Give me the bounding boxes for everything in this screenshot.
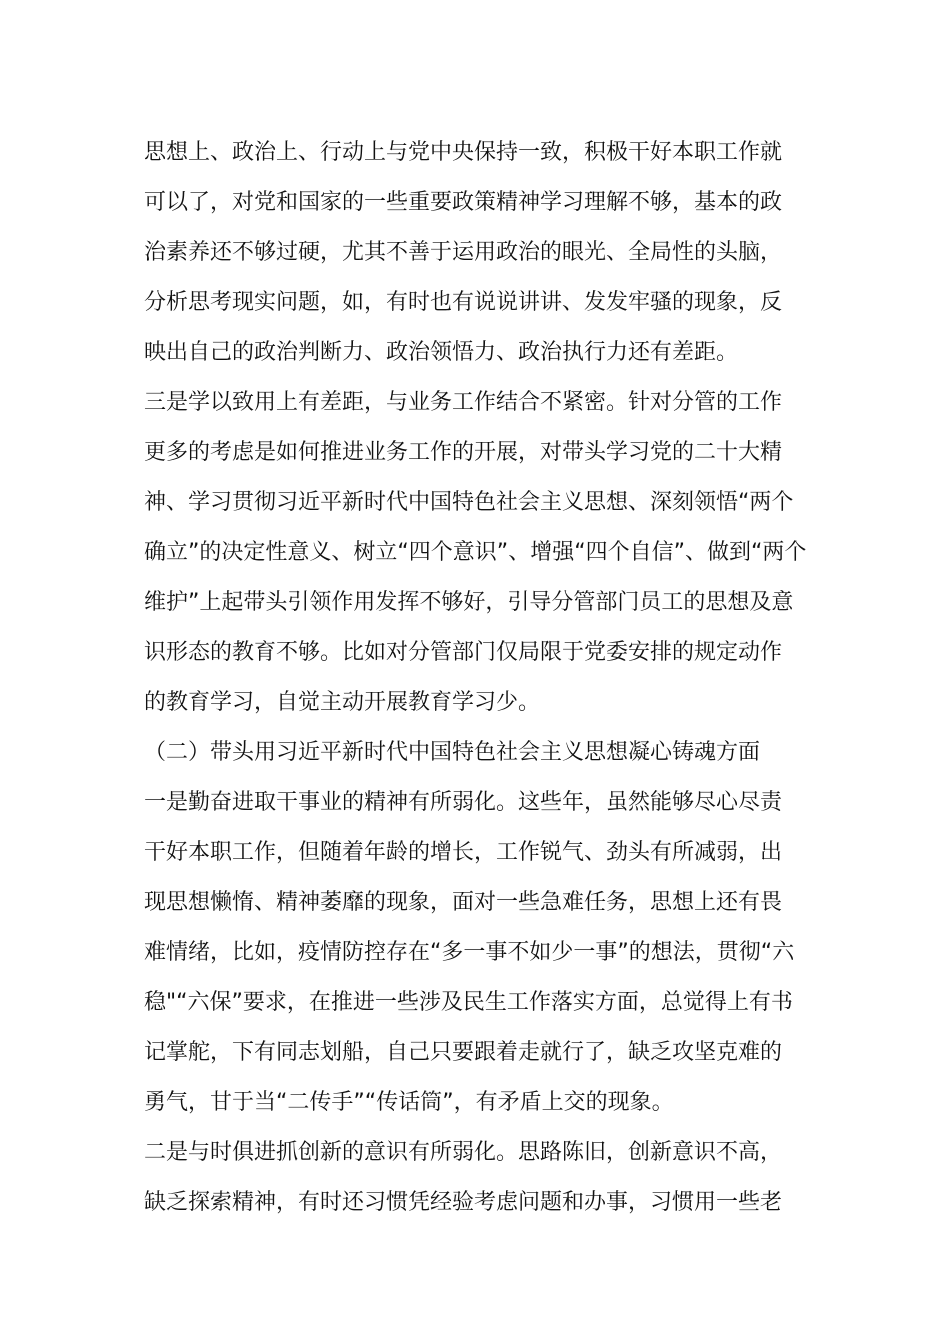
text-line: 可以了，对党和国家的一些重要政策精神学习理解不够，基本的政: [144, 190, 783, 215]
document-body: [144, 128, 814, 1228]
text-line: 现思想懒惰、精神萎靡的现象，面对一些急难任务，思想上还有畏: [144, 890, 783, 915]
paragraph-start-line: 一是勤奋进取干事业的精神有所弱化。这些年，虽然能够尽心尽责: [144, 790, 783, 815]
text-line: 缺乏探索精神，有时还习惯凭经验考虑问题和办事，习惯用一些老: [144, 1190, 783, 1215]
text-line: 勇气，甘于当“二传手”“传话筒”，有矛盾上交的现象。: [144, 1090, 674, 1115]
text-line: 稳"“六保”要求，在推进一些涉及民生工作落实方面，总觉得上有书: [144, 990, 793, 1015]
text-line: 难情绪，比如，疫情防控存在“多一事不如少一事”的想法，贯彻“六: [144, 940, 795, 965]
text-line: 分析思考现实问题，如，有时也有说说讲讲、发发牢骚的现象，反: [144, 290, 783, 315]
text-line: 治素养还不够过硬，尤其不善于运用政治的眼光、全局性的头脑，: [144, 240, 783, 265]
text-line: 映出自己的政治判断力、政治领悟力、政治执行力还有差距。: [144, 340, 739, 365]
text-line: 神、学习贯彻习近平新时代中国特色社会主义思想、深刻领悟“两个: [144, 490, 794, 515]
text-line: 更多的考虑是如何推进业务工作的开展，对带头学习党的二十大精: [144, 440, 783, 465]
text-line: 思想上、政治上、行动上与党中央保持一致，积极干好本职工作就: [144, 140, 783, 165]
paragraph-start-line: 三是学以致用上有差距，与业务工作结合不紧密。针对分管的工作: [144, 390, 783, 415]
text-line: 确立”的决定性意义、树立“四个意识”、增强“四个自信”、做到“两个: [144, 540, 807, 565]
text-line: 的教育学习，自觉主动开展教育学习少。: [144, 690, 541, 715]
paragraph-start-line: 二是与时俱进抓创新的意识有所弱化。思路陈旧，创新意识不高，: [144, 1140, 783, 1165]
text-line: 干好本职工作，但随着年龄的增长，工作锐气、劲头有所减弱，出: [144, 840, 783, 865]
text-line: 维护”上起带头引领作用发挥不够好，引导分管部门员工的思想及意: [144, 590, 794, 615]
text-line: 识形态的教育不够。比如对分管部门仅局限于党委安排的规定动作: [144, 640, 783, 665]
section-heading: （二）带头用习近平新时代中国特色社会主义思想凝心铸魂方面: [144, 740, 761, 765]
text-line: 记掌舵，下有同志划船，自己只要跟着走就行了，缺乏攻坚克难的: [144, 1040, 783, 1065]
